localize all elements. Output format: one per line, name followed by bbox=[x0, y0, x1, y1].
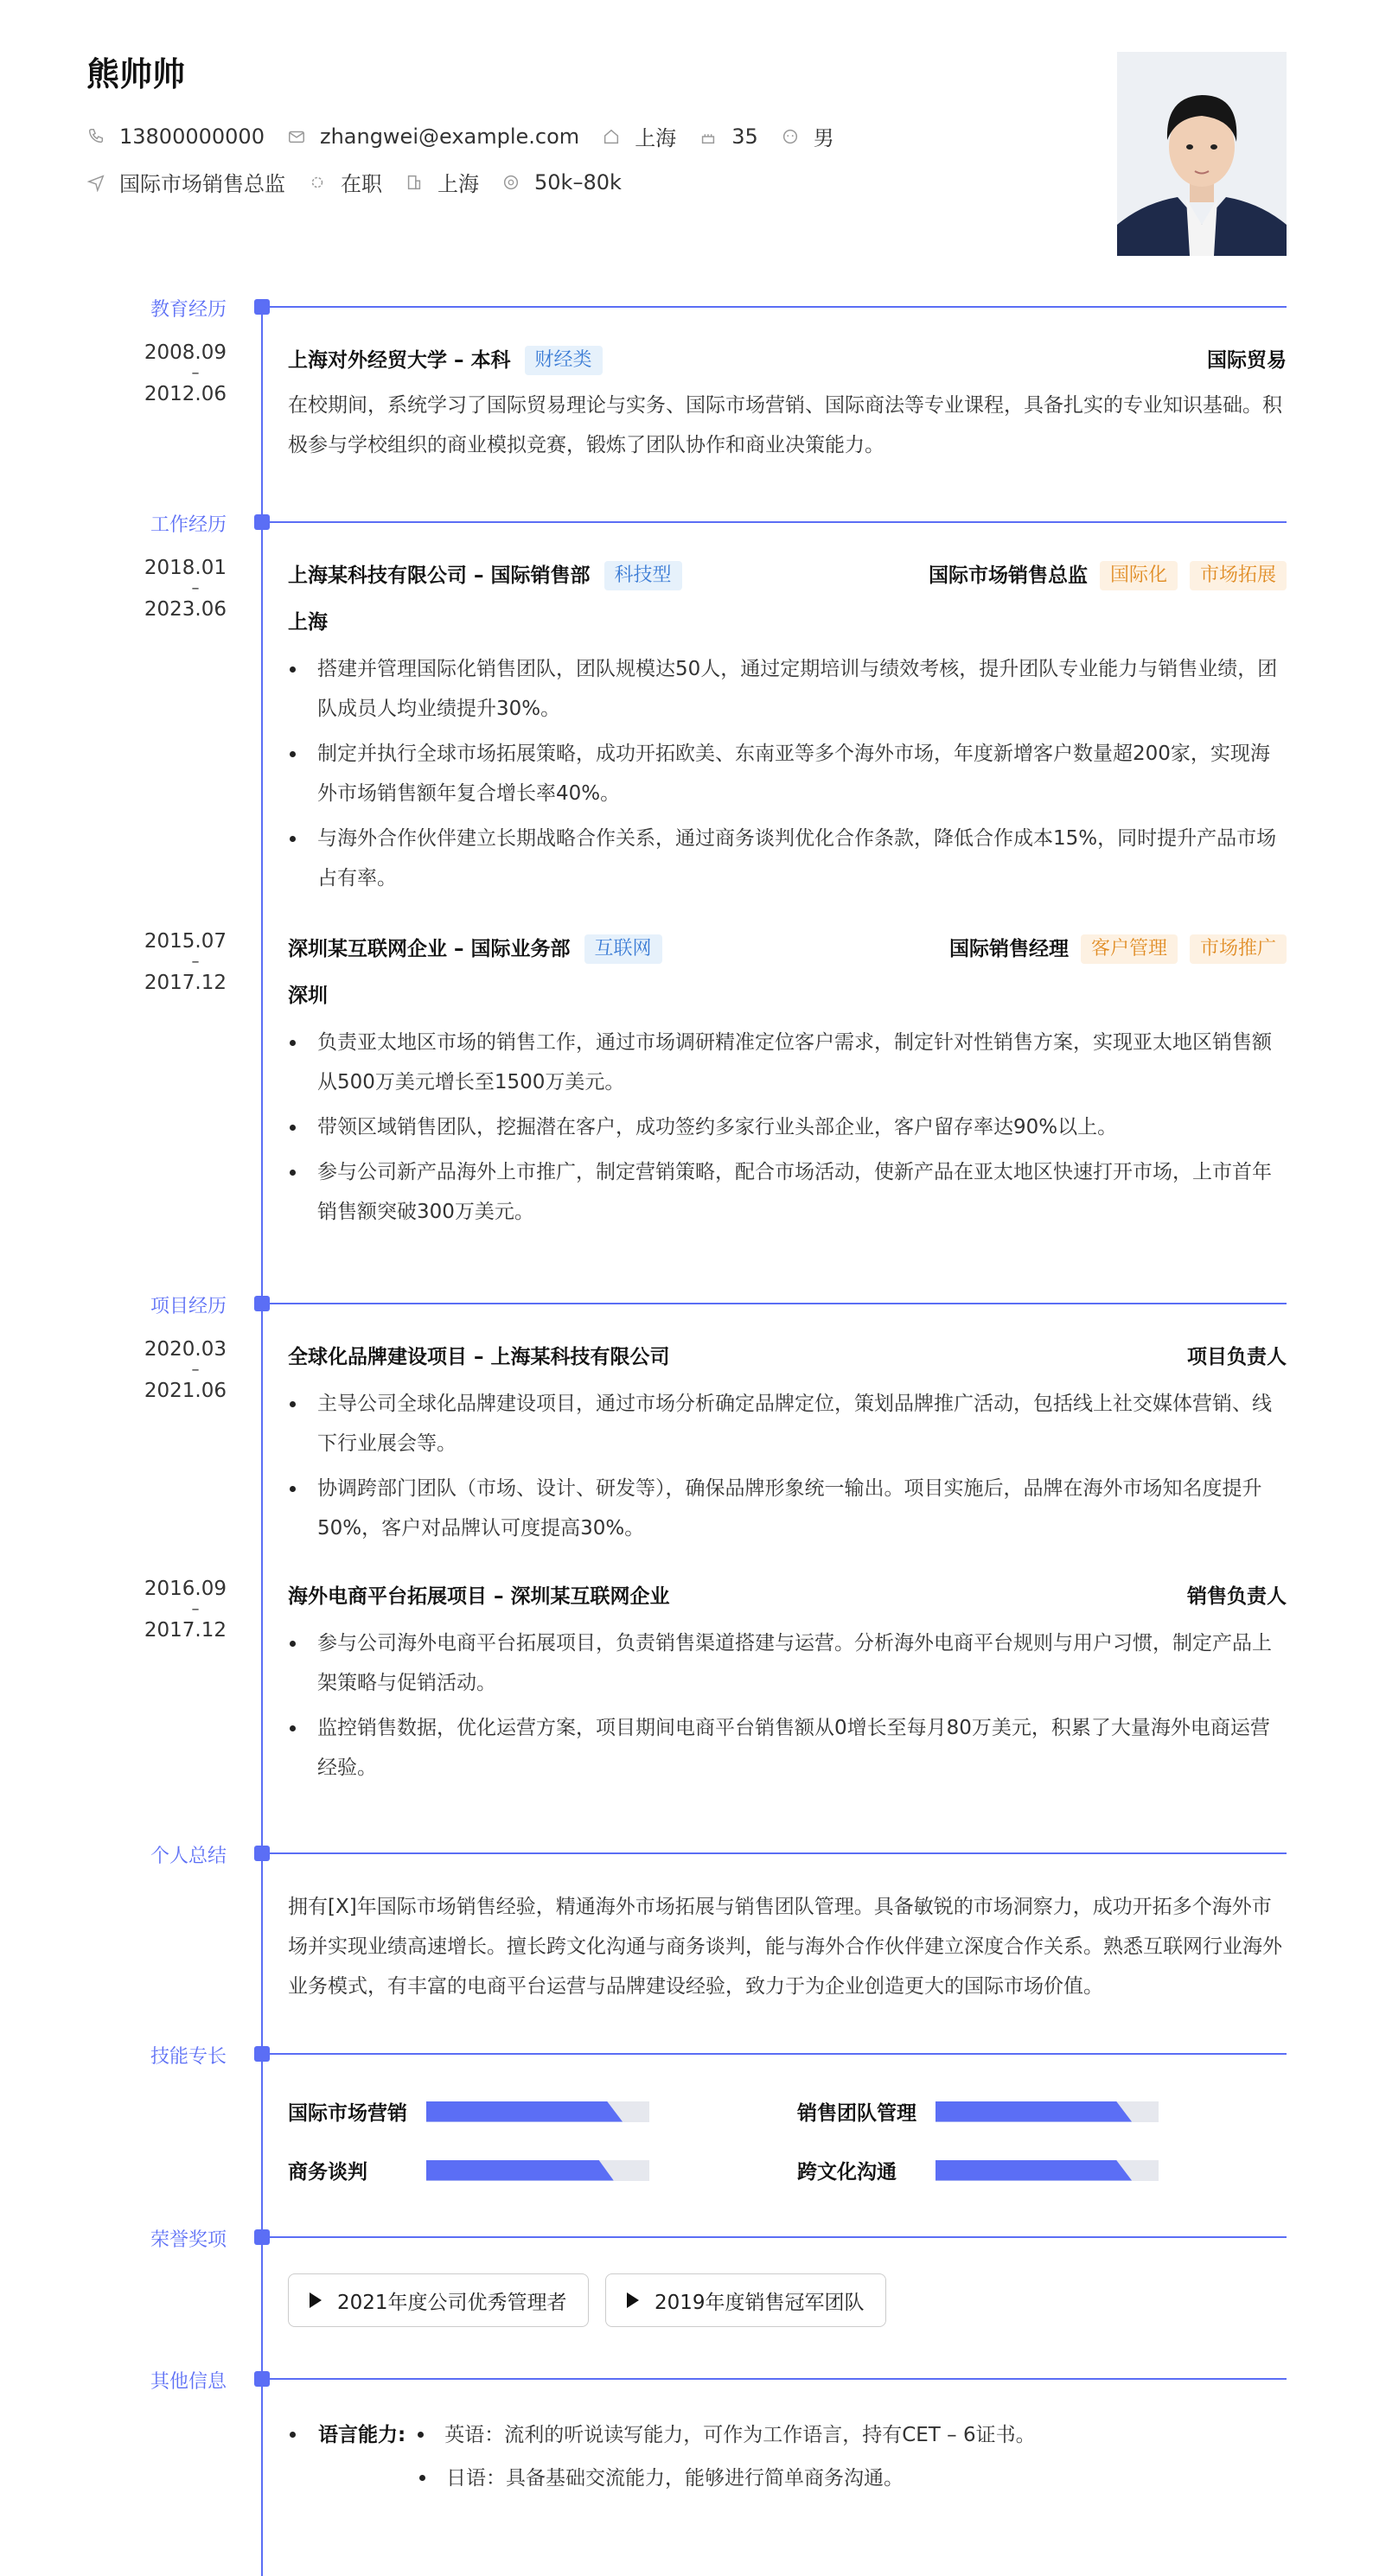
education-date bbox=[130, 342, 227, 405]
section-divider bbox=[270, 1303, 1287, 1304]
bullet-dot bbox=[418, 2432, 424, 2438]
job-target-text: 国际市场销售总监 bbox=[119, 172, 285, 196]
salary-item bbox=[501, 170, 622, 194]
skill-item bbox=[288, 2156, 649, 2184]
school-name: 上海对外经贸大学 – 本科 bbox=[288, 349, 511, 372]
candidate-name: 熊帅帅 bbox=[86, 55, 186, 93]
honor-text: 2021年度公司优秀管理者 bbox=[337, 2291, 567, 2314]
project-entry-2 bbox=[288, 1577, 1287, 1793]
skill-bar-fill bbox=[936, 2101, 1132, 2122]
project-header bbox=[288, 1577, 1287, 1616]
job-role: 国际销售经理 bbox=[948, 938, 1069, 960]
profile-photo bbox=[1117, 52, 1287, 256]
section-divider bbox=[270, 2053, 1287, 2055]
section-title-other: 其他信息 bbox=[150, 2371, 227, 2393]
project-bullets bbox=[288, 1384, 1287, 1548]
status-text: 在职 bbox=[341, 172, 382, 196]
major: 国际贸易 bbox=[1207, 349, 1287, 372]
project-role: 销售负责人 bbox=[1187, 1585, 1287, 1608]
honor-badge bbox=[288, 2273, 589, 2327]
section-title-skills: 技能专长 bbox=[150, 2046, 227, 2068]
date-start: 2020.03 bbox=[144, 1338, 227, 1361]
work-location: 上海 bbox=[288, 611, 328, 634]
role-tag: 国际化 bbox=[1100, 561, 1178, 590]
date-start: 2015.07 bbox=[144, 930, 227, 953]
skill-item bbox=[797, 2097, 1159, 2126]
send-icon bbox=[86, 173, 105, 192]
gender-text: 男 bbox=[813, 126, 834, 150]
building-icon bbox=[405, 173, 424, 192]
skill-bar-fill bbox=[936, 2160, 1132, 2181]
education-description: 在校期间，系统学习了国际贸易理论与实务、国际市场营销、国际商法等专业课程，具备扎实的专业知识基础。积极参与学校组织的商业模拟竞赛，锻炼了团队协作和商业决策能力。 bbox=[288, 394, 1282, 456]
skill-bar bbox=[936, 2101, 1159, 2122]
language-row bbox=[288, 2457, 1036, 2500]
section-divider bbox=[270, 2378, 1287, 2380]
play-icon bbox=[627, 2292, 639, 2308]
section-marker bbox=[254, 2371, 270, 2387]
section-title-summary: 个人总结 bbox=[150, 1846, 227, 1867]
date-dash: – bbox=[191, 1600, 200, 1618]
skill-name: 跨文化沟通 bbox=[797, 2161, 897, 2184]
date-start: 2008.09 bbox=[144, 341, 227, 364]
date-dash: – bbox=[191, 364, 200, 382]
phone-icon bbox=[86, 127, 105, 146]
section-marker bbox=[254, 2046, 270, 2062]
section-marker bbox=[254, 2229, 270, 2245]
work-entry-1 bbox=[288, 556, 1287, 903]
home-icon bbox=[602, 127, 621, 146]
salary-text: 50k–80k bbox=[534, 169, 622, 194]
date-dash: – bbox=[191, 1361, 200, 1379]
bullet-item: 负责亚太地区市场的销售工作，通过市场调研精准定位客户需求，制定针对性销售方案，实现亚太地区销售额从500万美元增长至1500万美元。 bbox=[288, 1023, 1287, 1102]
role-tag: 市场推广 bbox=[1190, 934, 1287, 964]
project-role: 项目负责人 bbox=[1187, 1346, 1287, 1368]
language-item: 日语：具备基础交流能力，能够进行简单商务沟通。 bbox=[446, 2467, 904, 2490]
date-start: 2018.01 bbox=[144, 557, 227, 579]
contact-row bbox=[86, 121, 857, 151]
project-title: 海外电商平台拓展项目 – 深圳某互联网企业 bbox=[288, 1585, 670, 1608]
date-end: 2017.12 bbox=[144, 972, 227, 994]
bullet-item: 与海外合作伙伴建立长期战略合作关系，通过商务谈判优化合作条款，降低合作成本15%，同时提升产品市场占有率。 bbox=[288, 819, 1287, 898]
gender-item bbox=[781, 121, 834, 151]
skill-name: 销售团队管理 bbox=[797, 2102, 916, 2125]
bullet-item: 协调跨部门团队（市场、设计、研发等），确保品牌形象统一输出。项目实施后，品牌在海外市场知名度提升50%，客户对品牌认可度提高30%。 bbox=[288, 1469, 1287, 1548]
section-marker bbox=[254, 1846, 270, 1861]
project-date-1 bbox=[130, 1339, 227, 1401]
date-end: 2023.06 bbox=[144, 598, 227, 621]
job-target-item bbox=[86, 167, 285, 197]
section-title-work: 工作经历 bbox=[150, 514, 227, 536]
gender-icon bbox=[781, 127, 800, 146]
company-tag: 科技型 bbox=[604, 561, 682, 590]
bullet-item: 主导公司全球化品牌建设项目，通过市场分析确定品牌定位，策划品牌推广活动，包括线上社交媒体营销、线下行业展会等。 bbox=[288, 1384, 1287, 1463]
date-end: 2017.12 bbox=[144, 1619, 227, 1642]
role-tag: 客户管理 bbox=[1081, 934, 1178, 964]
section-title-honors: 荣誉奖项 bbox=[150, 2229, 227, 2251]
section-title-education: 教育经历 bbox=[150, 299, 227, 321]
work-entry-2 bbox=[288, 929, 1287, 1237]
bullet-item: 制定并执行全球市场拓展策略，成功开拓欧美、东南亚等多个海外市场，年度新增客户数量超200家，实现海外市场销售额年复合增长率40%。 bbox=[288, 734, 1287, 813]
project-title: 全球化品牌建设项目 – 上海某科技有限公司 bbox=[288, 1346, 670, 1368]
company-name: 深圳某互联网企业 – 国际业务部 bbox=[288, 938, 571, 960]
bullet-item: 带领区域销售团队，挖掘潜在客户，成功签约多家行业头部企业，客户留存率达90%以上。 bbox=[288, 1107, 1287, 1147]
company-tag: 互联网 bbox=[584, 934, 662, 964]
skill-bar bbox=[426, 2101, 649, 2122]
work-bullets bbox=[288, 649, 1287, 898]
status-item bbox=[308, 167, 382, 197]
honor-badge bbox=[605, 2273, 886, 2327]
job-intent-row bbox=[86, 167, 644, 197]
bullet-item: 参与公司海外电商平台拓展项目，负责销售渠道搭建与运营。分析海外电商平台规则与用户习惯，制定产品上架策略与促销活动。 bbox=[288, 1623, 1287, 1703]
work-header bbox=[288, 929, 1287, 969]
bullet-dot bbox=[290, 2432, 296, 2438]
bullet-item: 监控销售数据，优化运营方案，项目期间电商平台销售额从0增长至每月80万美元，积累了大量海外电商运营经验。 bbox=[288, 1708, 1287, 1788]
section-divider bbox=[270, 521, 1287, 523]
city-text: 上海 bbox=[635, 126, 677, 150]
city-item bbox=[602, 121, 676, 151]
role-tag: 市场拓展 bbox=[1190, 561, 1287, 590]
project-entry-1 bbox=[288, 1337, 1287, 1553]
section-divider bbox=[270, 1852, 1287, 1854]
age-icon bbox=[699, 127, 718, 146]
education-header bbox=[288, 341, 1287, 380]
email-text: zhangwei@example.com bbox=[319, 124, 580, 149]
school-tag: 财经类 bbox=[525, 346, 603, 375]
date-start: 2016.09 bbox=[144, 1578, 227, 1600]
mail-icon bbox=[287, 127, 306, 146]
status-icon bbox=[308, 173, 327, 192]
work-location: 深圳 bbox=[288, 985, 328, 1007]
skill-bar bbox=[426, 2160, 649, 2181]
work-bullets bbox=[288, 1023, 1287, 1232]
salary-icon bbox=[501, 173, 520, 192]
email-item bbox=[287, 124, 579, 149]
bullet-item: 参与公司新产品海外上市推广，制定营销策略，配合市场活动，使新产品在亚太地区快速打开市场，上市首年销售额突破300万美元。 bbox=[288, 1152, 1287, 1232]
project-date-2 bbox=[130, 1578, 227, 1641]
section-marker bbox=[254, 1296, 270, 1311]
section-marker bbox=[254, 514, 270, 530]
bullet-dot bbox=[419, 2475, 425, 2481]
language-row bbox=[288, 2413, 1036, 2457]
date-end: 2012.06 bbox=[144, 383, 227, 405]
company-name: 上海某科技有限公司 – 国际销售部 bbox=[288, 564, 591, 587]
job-role: 国际市场销售总监 bbox=[928, 564, 1088, 587]
section-divider bbox=[270, 306, 1287, 308]
bullet-item: 搭建并管理国际化销售团队，团队规模达50人，通过定期培训与绩效考核，提升团队专业能力与销售业绩，团队成员人均业绩提升30%。 bbox=[288, 649, 1287, 729]
language-item: 英语：流利的听说读写能力，可作为工作语言，持有CET – 6证书。 bbox=[444, 2424, 1036, 2446]
play-icon bbox=[310, 2292, 322, 2308]
work-date-2 bbox=[130, 931, 227, 993]
project-bullets bbox=[288, 1623, 1287, 1788]
section-marker bbox=[254, 299, 270, 315]
other-info bbox=[288, 2413, 1036, 2500]
phone-item bbox=[86, 124, 265, 149]
target-city-text: 上海 bbox=[437, 172, 479, 196]
skill-item bbox=[288, 2097, 649, 2126]
age-item bbox=[699, 124, 758, 149]
honor-text: 2019年度销售冠军团队 bbox=[655, 2291, 865, 2314]
skill-name: 商务谈判 bbox=[288, 2161, 367, 2184]
skill-bar-fill bbox=[426, 2101, 623, 2122]
skill-name: 国际市场营销 bbox=[288, 2102, 407, 2125]
education-entry bbox=[288, 341, 1287, 465]
work-header bbox=[288, 556, 1287, 596]
date-dash: – bbox=[191, 953, 200, 971]
skill-bar bbox=[936, 2160, 1159, 2181]
skill-bar-fill bbox=[426, 2160, 614, 2181]
work-date-1 bbox=[130, 558, 227, 620]
project-header bbox=[288, 1337, 1287, 1377]
age-text: 35 bbox=[731, 124, 758, 149]
section-title-project: 项目经历 bbox=[150, 1296, 227, 1317]
language-label: 语言能力: bbox=[318, 2424, 406, 2446]
skill-item bbox=[797, 2156, 1159, 2184]
section-divider bbox=[270, 2236, 1287, 2238]
target-city-item bbox=[405, 167, 479, 197]
summary-text: 拥有[X]年国际市场销售经验，精通海外市场拓展与销售团队管理。具备敏锐的市场洞察力，成功开拓多个海外市场并实现业绩高速增长。擅长跨文化沟通与商务谈判，能与海外合作伙伴建立深度合作关系。熟悉互联网行业海外业务模式，有丰富的电商平台运营与品牌建设经验，致力于为企业创造更大的国际市场价值。 bbox=[288, 1896, 1282, 1998]
phone-text: 13800000000 bbox=[119, 124, 265, 149]
date-dash: – bbox=[191, 579, 200, 597]
date-end: 2021.06 bbox=[144, 1380, 227, 1402]
